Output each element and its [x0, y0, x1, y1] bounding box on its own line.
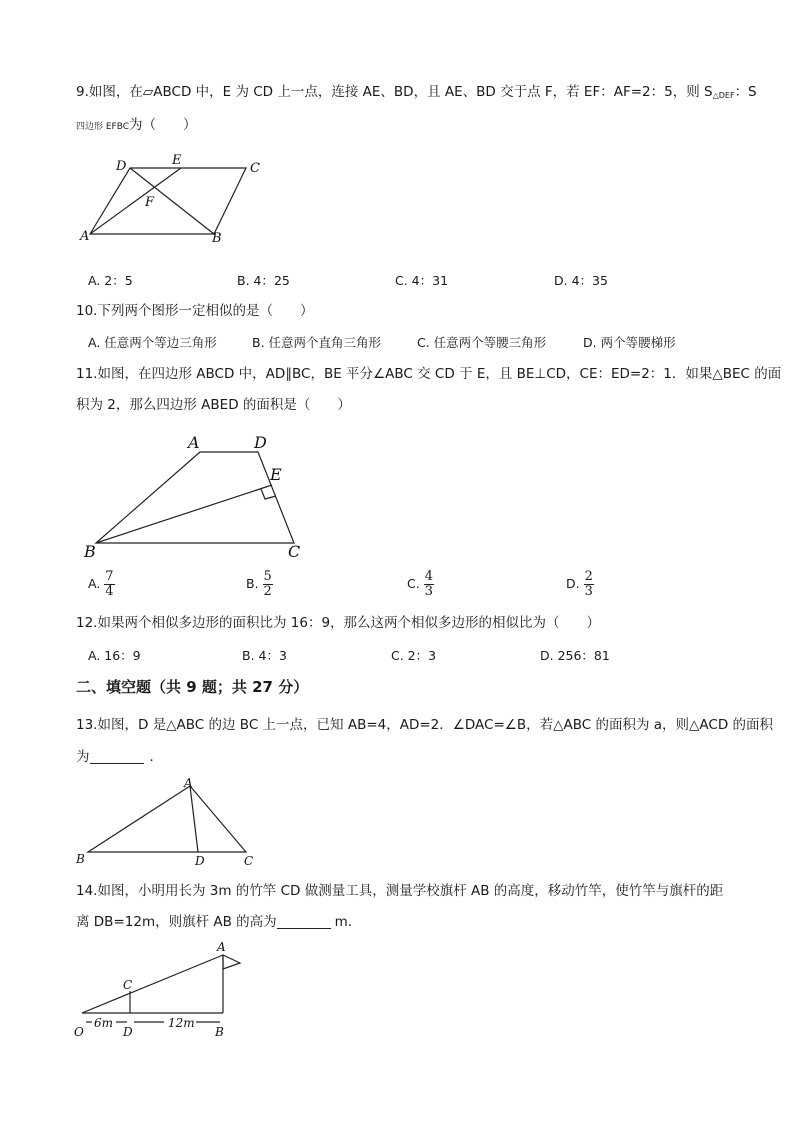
fraction: $\frac{2}{3}$ — [584, 569, 593, 599]
q12-option-b[interactable]: B. 4：3 — [242, 648, 287, 663]
label-a: A — [188, 433, 200, 452]
q12-option-a[interactable]: A. 16：9 — [88, 648, 141, 663]
section-title: 二、填空题（共 9 题；共 27 分） — [76, 678, 309, 696]
q11-option-d[interactable]: D. $\frac{2}{3}$ — [566, 569, 593, 599]
segment-ae — [90, 168, 181, 234]
label-b: B — [84, 542, 96, 561]
q9-parallelogram-figure — [74, 150, 284, 250]
segment-bd — [130, 168, 214, 234]
q9-option-c[interactable]: C. 4：31 — [395, 273, 449, 288]
label-c: C — [288, 542, 301, 561]
q11-text-line1: 11.如图，在四边形 ABCD 中，AD∥BC，BE 平分∠ABC 交 CD 于 E，且 BE⊥CD，CE：ED=2：1．如果△BEC 的面 — [76, 366, 782, 382]
fraction: $\frac{4}{3}$ — [424, 569, 433, 599]
label-d: D — [116, 159, 127, 174]
label-d: D — [254, 433, 267, 452]
label-b: B — [76, 852, 85, 866]
q10-option-d[interactable]: D. 两个等腰梯形 — [583, 335, 676, 350]
label-d: D — [123, 1025, 133, 1039]
sight-line — [82, 955, 223, 1013]
fraction: $\frac{7}{4}$ — [105, 569, 114, 599]
q9-text-line2: 四边形 EFBC为（ ） — [76, 117, 197, 133]
label-c: C — [123, 978, 133, 992]
q14-flagpole-figure — [72, 938, 252, 1040]
segment-be — [96, 485, 272, 543]
label-e: E — [270, 465, 282, 484]
q12-option-c[interactable]: C. 2：3 — [391, 648, 437, 663]
q14-text-line1: 14.如图，小明用长为 3m 的竹竿 CD 做测量工具，测量学校旗杆 AB 的高度，移动竹竿，使竹竿与旗杆的距 — [76, 883, 724, 899]
answer-blank[interactable] — [277, 914, 331, 929]
answer-blank[interactable] — [90, 749, 144, 764]
q10-option-a[interactable]: A. 任意两个等边三角形 — [88, 335, 217, 350]
q12-text: 12.如果两个相似多边形的面积比为 16：9，那么这两个相似多边形的相似比为（ ） — [76, 615, 601, 631]
segment-ad — [190, 786, 198, 852]
q10-text: 10.下列两个图形一定相似的是（ ） — [76, 303, 314, 319]
q13-triangle-figure — [74, 776, 264, 868]
triangle-abc — [88, 786, 246, 852]
q9-option-b[interactable]: B. 4：25 — [237, 273, 290, 288]
label-d: D — [195, 854, 205, 868]
label-od-length: 6m — [94, 1016, 114, 1030]
q10-option-c[interactable]: C. 任意两个等腰三角形 — [417, 335, 547, 350]
q11-trapezoid-figure — [80, 428, 320, 564]
label-a: A — [217, 940, 226, 954]
q11-option-c[interactable]: C. $\frac{4}{3}$ — [407, 569, 433, 599]
q14-text-line2: 离 DB=12m，则旗杆 AB 的高为 m． — [76, 914, 362, 930]
label-c: C — [244, 854, 254, 868]
label-b: B — [215, 1025, 224, 1039]
label-f: F — [145, 195, 155, 210]
q11-text-line2: 积为 2，那么四边形 ABED 的面积是（ ） — [76, 397, 351, 413]
fraction: $\frac{5}{2}$ — [263, 569, 272, 599]
label-a: A — [80, 229, 90, 244]
q12-option-d[interactable]: D. 256：81 — [540, 648, 610, 663]
flag-icon — [223, 955, 240, 969]
q11-option-b[interactable]: B. $\frac{5}{2}$ — [246, 569, 272, 599]
label-c: C — [250, 161, 260, 176]
q9-option-a[interactable]: A. 2：5 — [88, 273, 133, 288]
label-b: B — [212, 231, 222, 246]
q9-option-d[interactable]: D. 4：35 — [554, 273, 608, 288]
q13-text-line2: 为 ． — [76, 749, 163, 765]
q13-text-line1: 13.如图，D 是△ABC 的边 BC 上一点，已知 AB=4，AD=2．∠DAC=∠B，若△ABC 的面积为 a，则△ACD 的面积 — [76, 717, 774, 733]
label-e: E — [172, 153, 182, 168]
q10-option-b[interactable]: B. 任意两个直角三角形 — [252, 335, 382, 350]
q9-text: 9.如图，在▱ABCD 中，E 为 CD 上一点，连接 AE、BD，且 AE、BD 交于点 F，若 EF：AF=2：5，则 $S_{\triangle DEF}$：S — [76, 84, 757, 100]
label-a: A — [184, 776, 193, 790]
label-db-length: 12m — [168, 1016, 195, 1030]
q11-option-a[interactable]: A. $\frac{7}{4}$ — [88, 569, 114, 599]
label-o: O — [74, 1025, 84, 1039]
